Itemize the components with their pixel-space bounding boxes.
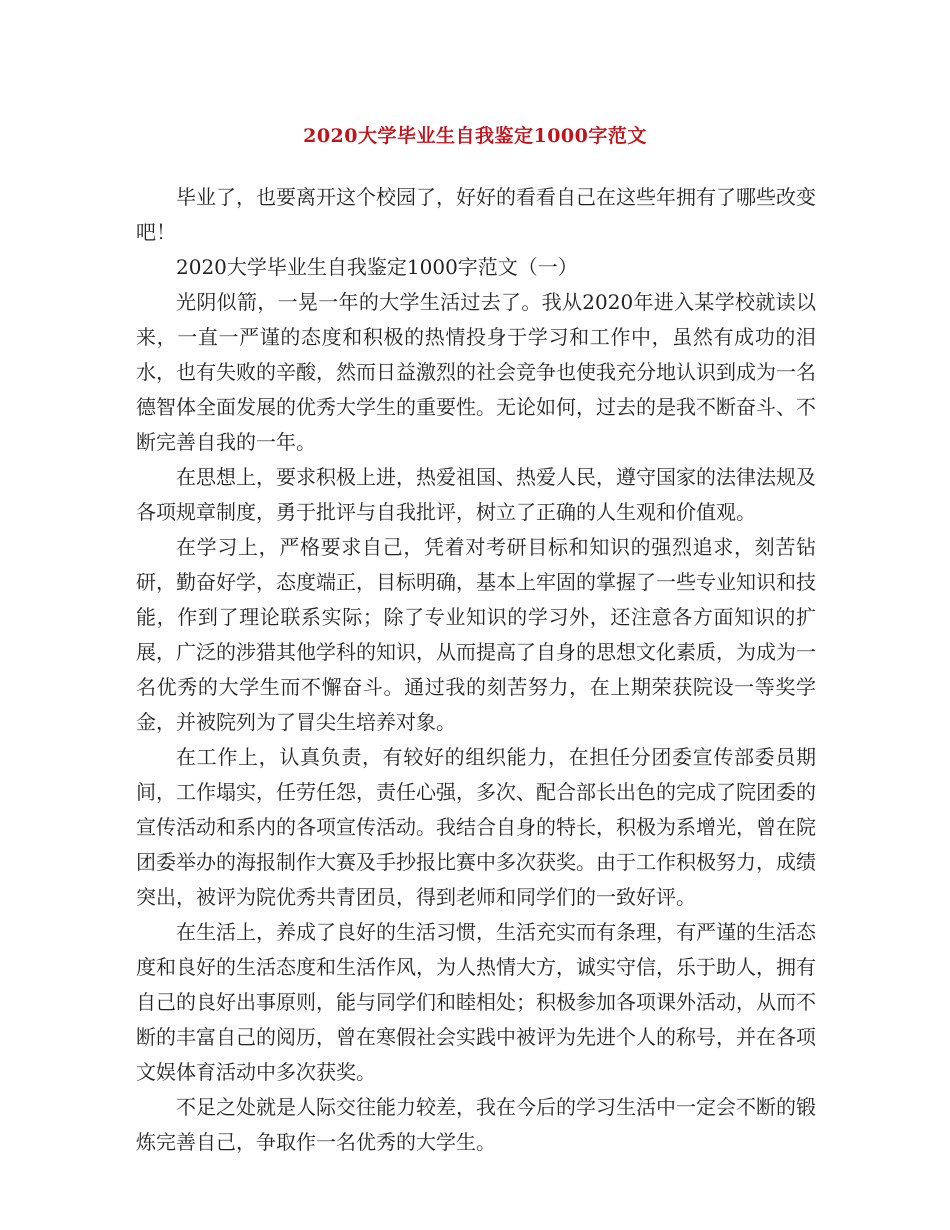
paragraph-life: 在生活上，养成了良好的生活习惯，生活充实而有条理，有严谨的生活态度和良好的生活态度和生活作风，为人热情大方，诚实守信，乐于助人，拥有自己的良好出事原则，能与同学们和睦相处；积极参加各项课外活动，从而不断的丰富自己的阅历，曾在寒假社会实践中被评为先进个人的称号，并在各项文娱体育活动中多次获奖。 bbox=[136, 920, 816, 1084]
document-body bbox=[136, 180, 816, 1160]
paragraph-work: 在工作上，认真负责，有较好的组织能力，在担任分团委宣传部委员期间，工作塌实，任劳任怨，责任心强，多次、配合部长出色的完成了院团委的宣传活动和系内的各项宣传活动。我结合自身的特长，积极为系增光，曾在院团委举办的海报制作大赛及手抄报比赛中多次获奖。由于工作积极努力，成绩突出，被评为院优秀共青团员，得到老师和同学们的一致好评。 bbox=[136, 745, 816, 909]
paragraph-shortcomings: 不足之处就是人际交往能力较差，我在今后的学习生活中一定会不断的锻炼完善自己，争取作一名优秀的大学生。 bbox=[136, 1095, 816, 1154]
paragraph-study: 在学习上，严格要求自己，凭着对考研目标和知识的强烈追求，刻苦钻研，勤奋好学，态度端正，目标明确，基本上牢固的掌握了一些专业知识和技能，作到了理论联系实际；除了专业知识的学习外，还注意各方面知识的扩展，广泛的涉猎其他学科的知识，从而提高了自身的思想文化素质，为成为一名优秀的大学生而不懈奋斗。通过我的刻苦努力，在上期荣获院设一等奖学金，并被院列为了冒尖生培养对象。 bbox=[136, 535, 816, 734]
document-title: 2020大学毕业生自我鉴定1000字范文 bbox=[303, 125, 647, 147]
paragraph-intro: 毕业了，也要离开这个校园了，好好的看看自己在这些年拥有了哪些改变吧！ bbox=[136, 185, 816, 244]
paragraph-ideology: 在思想上，要求积极上进，热爱祖国、热爱人民，遵守国家的法律法规及各项规章制度，勇于批评与自我批评，树立了正确的人生观和价值观。 bbox=[136, 465, 816, 524]
paragraph-subtitle: 2020大学毕业生自我鉴定1000字范文（一） bbox=[176, 255, 578, 279]
paragraph-overview: 光阴似箭，一晃一年的大学生活过去了。我从2020年进入某学校就读以来，一直一严谨的态度和积极的热情投身于学习和工作中，虽然有成功的泪水，也有失败的辛酸，然而日益激烈的社会竞争也使我充分地认识到成为一名德智体全面发展的优秀大学生的重要性。无论如何，过去的是我不断奋斗、不断完善自我的一年。 bbox=[136, 290, 816, 454]
